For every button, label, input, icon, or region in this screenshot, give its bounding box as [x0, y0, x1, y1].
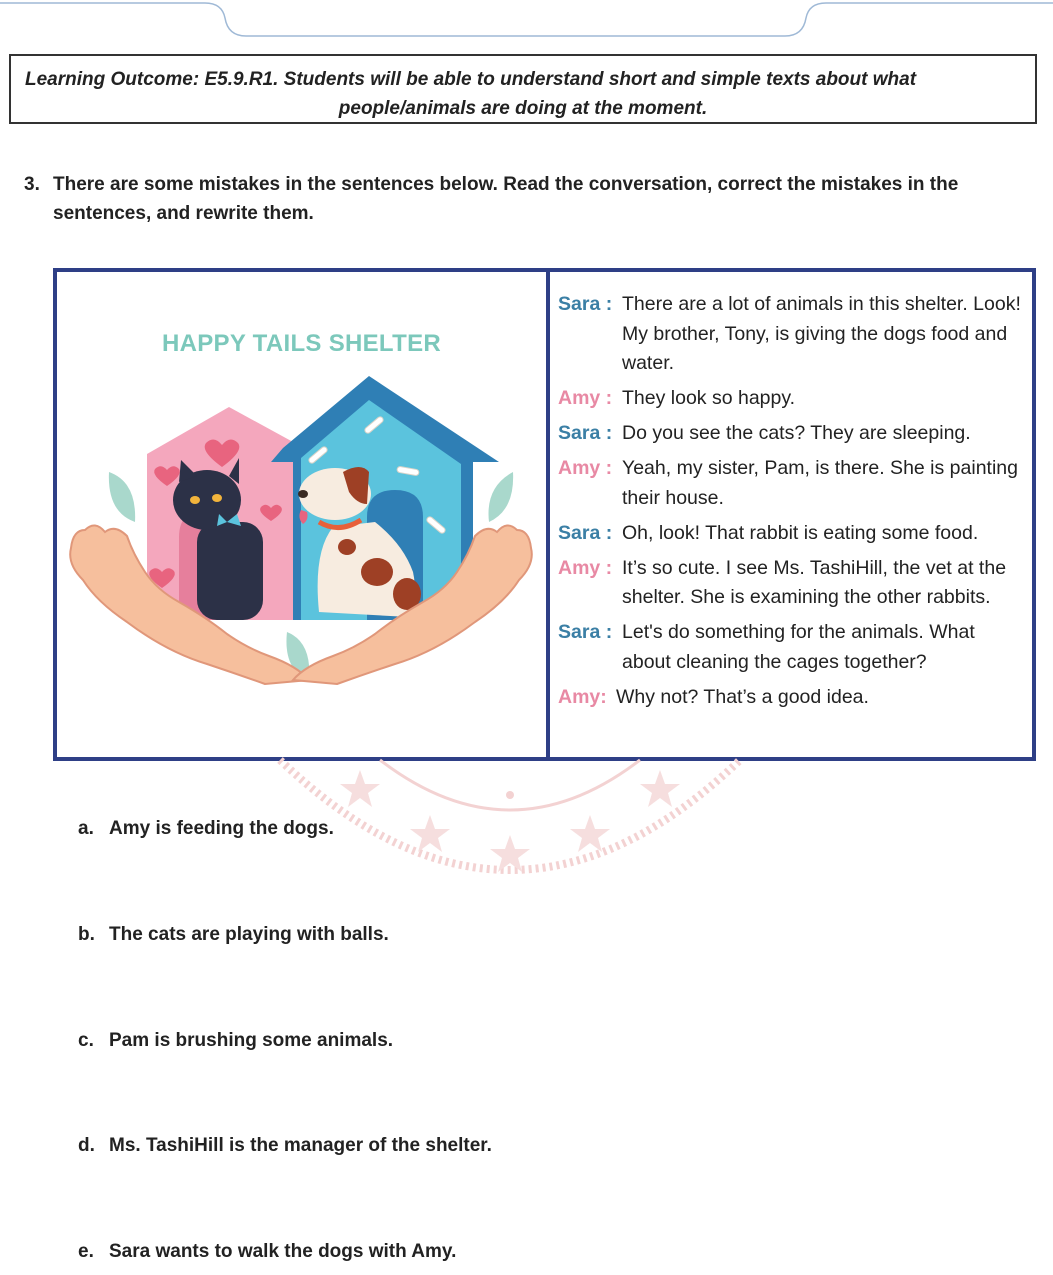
item-e [78, 1241, 456, 1263]
shelter-illustration [57, 272, 546, 757]
item-b [78, 924, 389, 946]
dialogue-line [558, 683, 1028, 713]
learning-outcome-line1: Learning Outcome: E5.9.R1. Students will be able to understand short and simple texts about what [25, 69, 917, 90]
item-text: Pam is brushing some animals. [109, 1030, 394, 1051]
item-label: b. [78, 924, 95, 945]
speaker-sara: Sara : [558, 621, 613, 643]
speaker-amy: Amy : [558, 387, 613, 409]
utterance: Let's do something for the animals. What about cleaning the cages together? [622, 621, 975, 673]
item-label: e. [78, 1241, 94, 1262]
speaker-sara: Sara : [558, 293, 613, 315]
item-label: c. [78, 1030, 94, 1051]
header-decoration [0, 0, 1053, 40]
utterance: There are a lot of animals in this shelter. Look! My brother, Tony, is giving the dogs food and water. [622, 293, 1021, 374]
utterance: Yeah, my sister, Pam, is there. She is painting their house. [622, 457, 1018, 509]
speaker-amy: Amy : [558, 457, 613, 479]
panel-divider [546, 272, 550, 757]
leaf-icon [109, 472, 135, 522]
speaker-amy: Amy: [558, 685, 607, 708]
dialogue-line [558, 454, 1028, 513]
speaker-amy: Amy : [558, 556, 613, 579]
item-text: Ms. TashiHill is the manager of the shelter. [109, 1135, 492, 1156]
reading-panel [53, 268, 1036, 761]
item-label: a. [78, 818, 94, 839]
utterance: Do you see the cats? They are sleeping. [622, 422, 971, 444]
learning-outcome-box [9, 54, 1037, 124]
question-instruction [24, 170, 1024, 228]
leaf-icon [489, 472, 514, 522]
utterance: Oh, look! That rabbit is eating some food. [622, 521, 979, 544]
item-a [78, 818, 334, 840]
dialogue-line [558, 419, 1028, 449]
shelter-title: HAPPY TAILS SHELTER [161, 330, 442, 357]
utterance: It’s so cute. I see Ms. TashiHill, the vet at the shelter. She is examining the other rabbits. [622, 556, 1007, 608]
stamp-watermark [270, 740, 750, 910]
item-text: Sara wants to walk the dogs with Amy. [109, 1241, 457, 1262]
speaker-sara: Sara : [558, 521, 613, 544]
dialogue-line [558, 384, 1028, 414]
item-c [78, 1030, 393, 1052]
question-number: 3. [24, 174, 40, 195]
dialogue [558, 290, 1028, 718]
item-label: d. [78, 1135, 95, 1156]
item-text: The cats are playing with balls. [109, 924, 389, 945]
learning-outcome-line2: people/animals are doing at the moment. [338, 98, 708, 119]
dialogue-line [558, 554, 1028, 613]
item-text: Amy is feeding the dogs. [109, 818, 334, 839]
dialogue-line [558, 290, 1028, 379]
speaker-sara: Sara : [558, 422, 613, 444]
item-d [78, 1135, 492, 1157]
utterance: They look so happy. [622, 387, 796, 409]
utterance: Why not? That’s a good idea. [616, 685, 869, 708]
dialogue-line [558, 519, 1028, 549]
dialogue-line [558, 618, 1028, 677]
question-text: There are some mistakes in the sentences below. Read the conversation, correct the mistakes in the sentences, and rewrite them. [53, 174, 959, 224]
